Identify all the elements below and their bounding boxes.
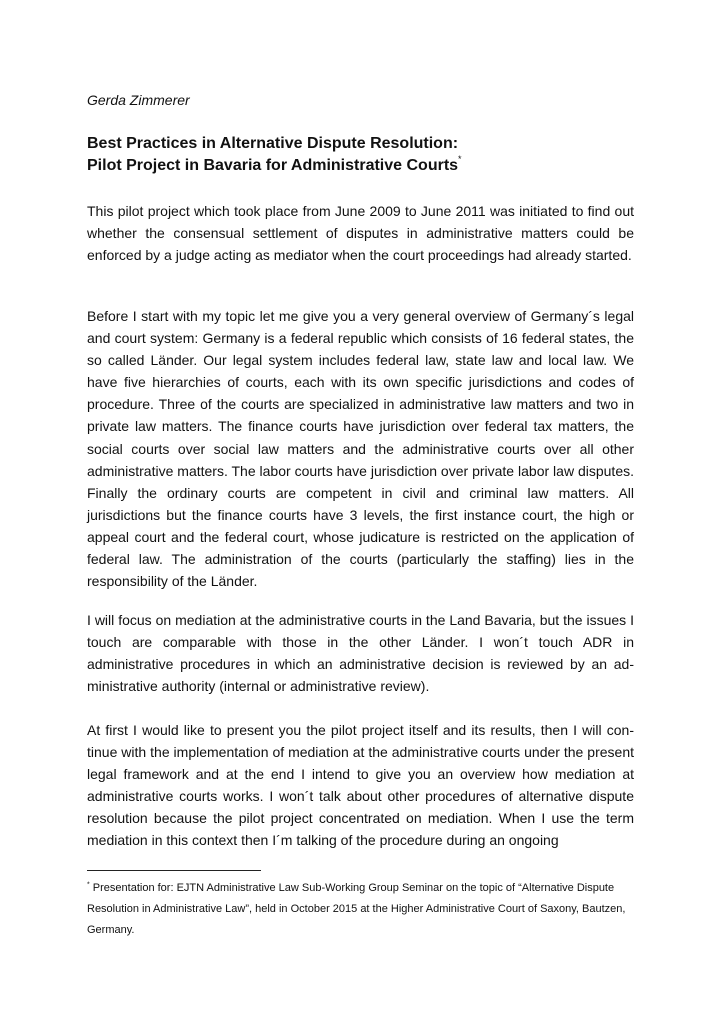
- paragraph-focus: I will focus on mediation at the administrative courts in the Land Bavaria, but the issues I touch are comparable with those in the other Länder. I won´t touch ADR in administrative procedures in which an administrative decision is reviewed by an administrative authority (internal or administrative review).: [87, 612, 634, 695]
- title-line-1: Best Practices in Alternative Dispute Resolution:: [87, 135, 459, 152]
- title-footnote-marker[interactable]: *: [458, 153, 462, 164]
- footnote-text: Presentation for: EJTN Administrative Law Sub-Working Group Seminar on the topic of “Alternative Dispute Resolution in Administrative Law”, held in October 2015 at the Higher Administrative Court of Saxony, Bautzen, Germany.: [87, 882, 626, 936]
- footnote: [87, 878, 634, 941]
- paragraph-outline: At first I would like to present you the pilot project itself and its results, then I will continue with the implementation of mediation at the administrative courts under the present legal framework and at the end I intend to give you an overview how mediation at administrative courts works. I won´t talk about other procedures of alternative dispute resolution because the pilot project concentrated on mediation. When I use the term mediation in this context then I´m talking of the procedure during an ongoing: [87, 722, 634, 849]
- title-line-2: [87, 155, 462, 177]
- document-title: [87, 133, 462, 177]
- paragraph-intro: This pilot project which took place from June 2009 to June 2011 was initiated to find out whether the consensual settlement of disputes in administrative matters could be enforced by a judge acting as mediator when the court proceedings had already started.: [87, 203, 634, 264]
- footnote-divider: [87, 870, 261, 871]
- footnote-marker: *: [87, 881, 90, 889]
- paragraph-court-system: Before I start with my topic let me give you a very general overview of Germany´s legal and court system: Germany is a federal republic which consists of 16 federal states, the so called Länder. Our legal system includes federal law, state law and local law. We have five hierarchies of courts, each with its own specific jurisdictions and codes of procedure. Three of the courts are specialized in administrative law matters and two in private law matters. The finance courts have jurisdiction over federal tax matters, the social courts over social law matters and the administrative courts over all other administrative matters. The labor courts have jurisdiction over private labor law disputes. Finally the ordinary courts are competent in civil and criminal law matters. All jurisdictions but the finance courts have 3 levels, the first instance court, the high or appeal court and the federal court, whose judicature is restricted on the application of federal law. The administration of the courts (particularly the staffing) lies in the responsibility of the Länder.: [87, 308, 634, 590]
- author-name: Gerda Zimmerer: [87, 92, 190, 108]
- title-line-2-text: Pilot Project in Bavaria for Administrative Courts: [87, 157, 459, 174]
